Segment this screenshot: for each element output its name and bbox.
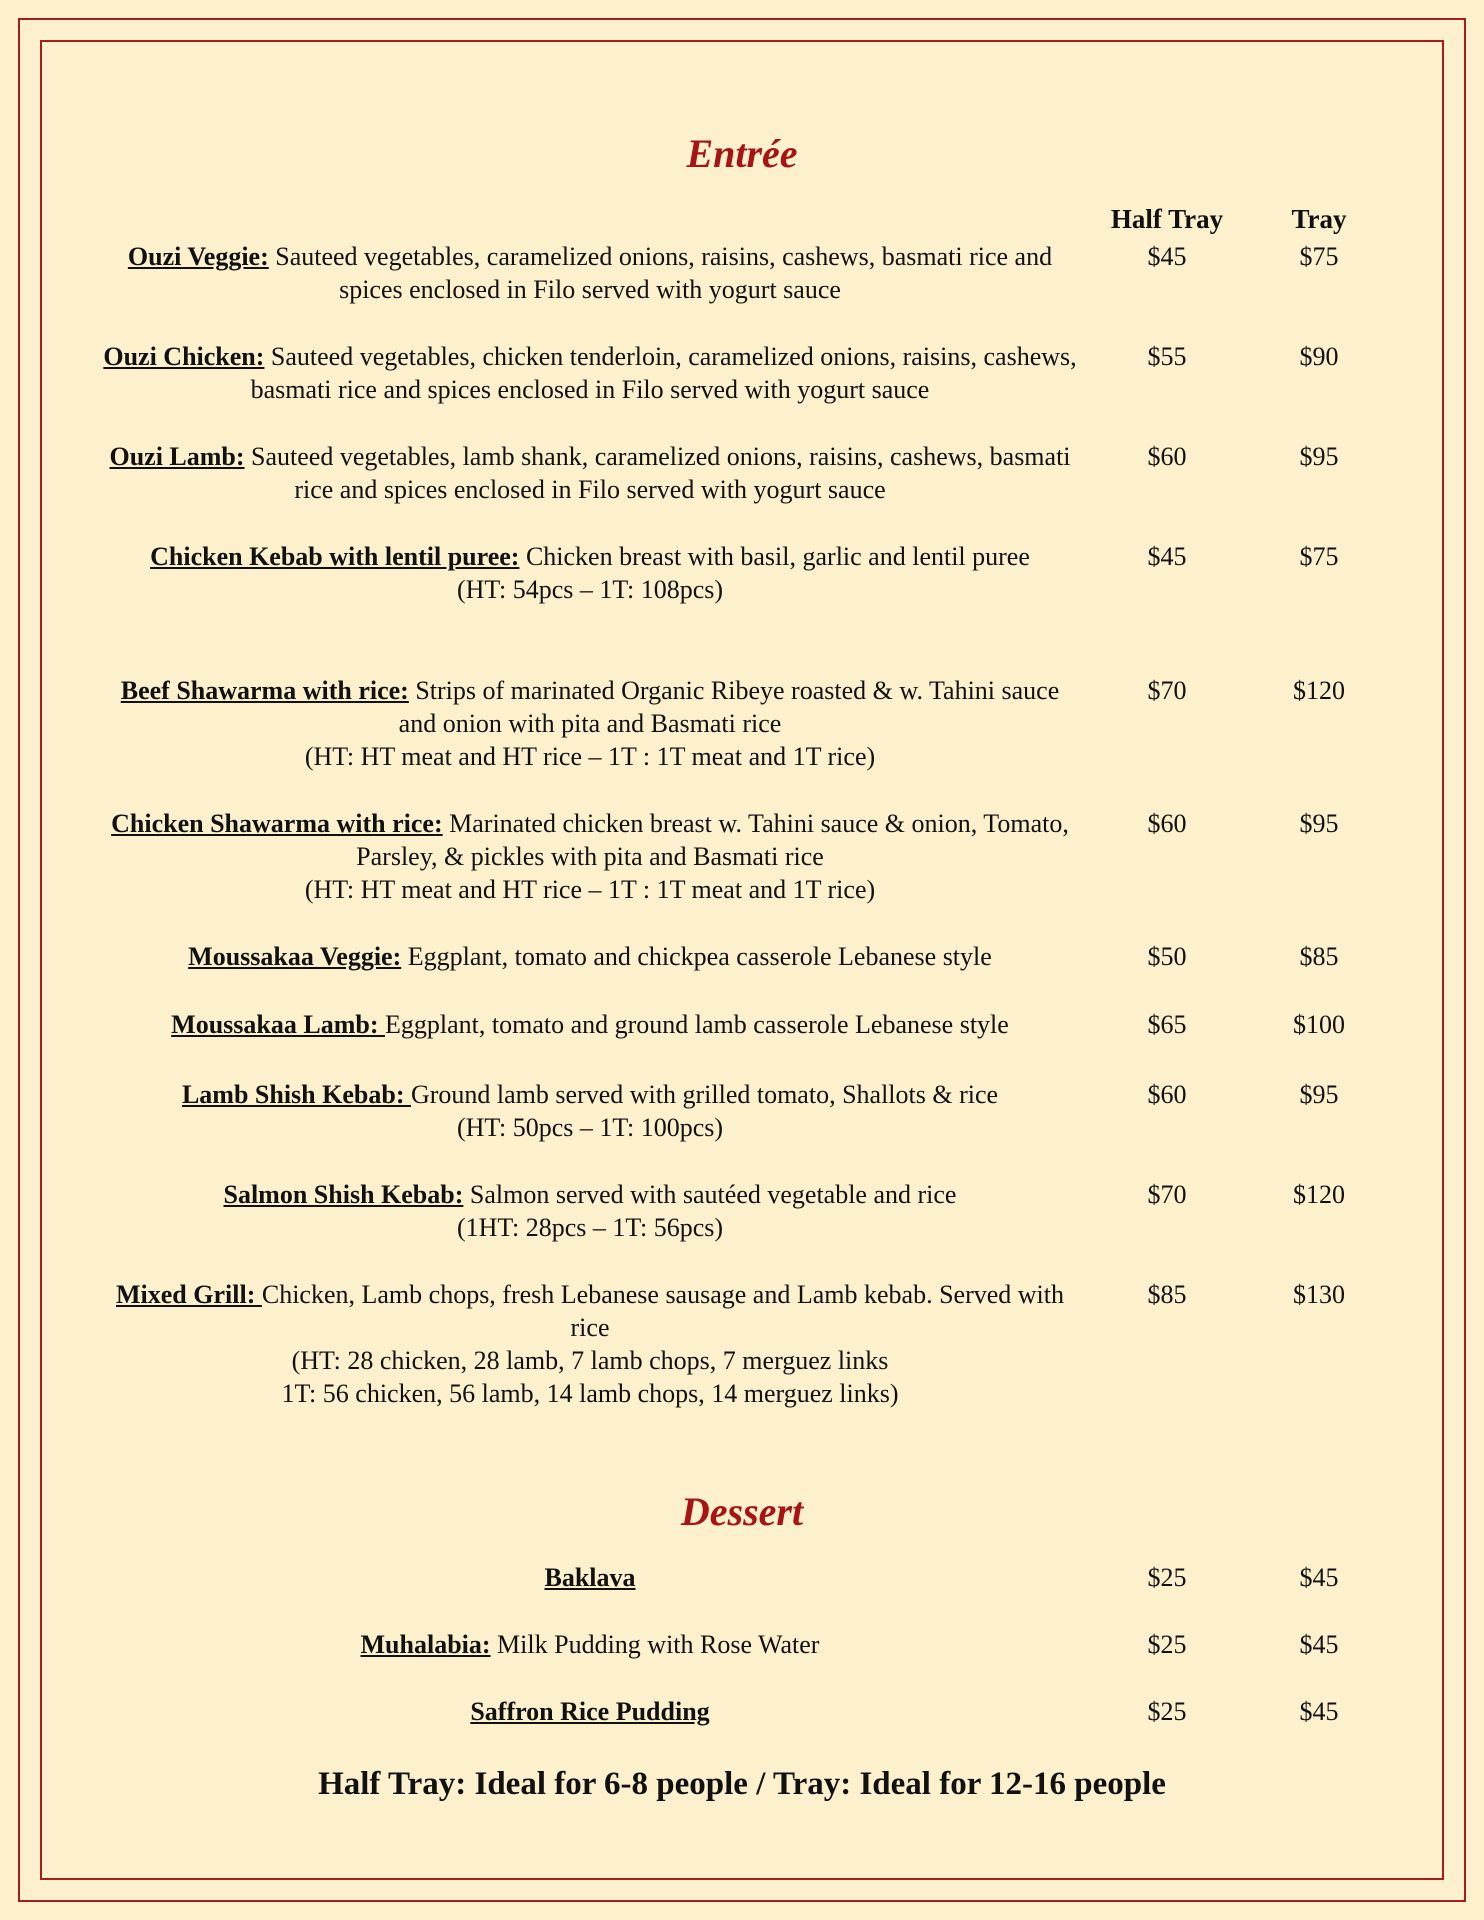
menu-item <box>100 1561 1080 1594</box>
price-tray: $45 <box>1299 1697 1339 1726</box>
price-tray: $75 <box>1299 542 1339 571</box>
item-description: Sauteed vegetables, chicken tenderloin, caramelized onions, raisins, cashews, basmati rice and spices enclosed in Filo served with yogurt sauce <box>250 342 1077 404</box>
price-tray: $95 <box>1299 442 1339 471</box>
menu-item <box>100 807 1080 906</box>
price-tray: $75 <box>1299 242 1339 271</box>
menu-item <box>100 674 1080 773</box>
menu-item <box>100 1178 1080 1244</box>
item-name: Ouzi Lamb: <box>109 442 245 471</box>
item-description: Sauteed vegetables, lamb shank, caramelized onions, raisins, cashews, basmati rice and spices enclosed in Filo served with yogurt sauce <box>244 442 1071 504</box>
item-portion-note: 1T: 56 chicken, 56 lamb, 14 lamb chops, 14 merguez links) <box>281 1379 899 1408</box>
price-tray: $90 <box>1299 342 1339 371</box>
item-portion-note: (HT: HT meat and HT rice – 1T : 1T meat and 1T rice) <box>304 875 876 904</box>
price-half-tray: $25 <box>1147 1563 1187 1592</box>
item-portion-note: (1HT: 28pcs – 1T: 56pcs) <box>456 1213 724 1242</box>
item-name: Muhalabia: <box>360 1630 491 1659</box>
item-description: Chicken breast with basil, garlic and lentil puree <box>519 542 1030 571</box>
price-tray: $85 <box>1299 942 1339 971</box>
column-header-tray: Tray <box>1291 204 1347 234</box>
item-name: Mixed Grill: <box>116 1280 262 1309</box>
price-half-tray: $55 <box>1147 342 1187 371</box>
price-tray: $120 <box>1293 1180 1345 1209</box>
menu-item <box>100 1278 1080 1410</box>
item-name: Salmon Shish Kebab: <box>223 1180 464 1209</box>
price-tray: $95 <box>1299 809 1339 838</box>
price-tray: $95 <box>1299 1080 1339 1109</box>
menu-item <box>100 1628 1080 1661</box>
price-tray: $130 <box>1293 1280 1345 1309</box>
price-half-tray: $70 <box>1147 1180 1187 1209</box>
menu-item <box>100 940 1080 973</box>
price-half-tray: $60 <box>1147 442 1187 471</box>
item-name: Chicken Kebab with lentil puree: <box>150 542 520 571</box>
menu-item <box>100 440 1080 506</box>
item-name: Beef Shawarma with rice: <box>120 676 409 705</box>
price-tray: $100 <box>1293 1010 1345 1039</box>
price-half-tray: $60 <box>1147 1080 1187 1109</box>
serving-size-note: Half Tray: Ideal for 6-8 people / Tray: Ideal for 12-16 people <box>318 1766 1166 1802</box>
item-description: Chicken, Lamb chops, fresh Lebanese sausage and Lamb kebab. Served with rice <box>261 1280 1064 1342</box>
menu-item <box>100 1078 1080 1144</box>
item-name: Moussakaa Lamb: <box>171 1010 385 1039</box>
price-half-tray: $70 <box>1147 676 1187 705</box>
price-tray: $120 <box>1293 676 1345 705</box>
price-half-tray: $85 <box>1147 1280 1187 1309</box>
item-name: Saffron Rice Pudding <box>470 1697 710 1726</box>
menu-item <box>100 340 1080 406</box>
price-tray: $45 <box>1299 1563 1339 1592</box>
item-description: Salmon served with sautéed vegetable and rice <box>463 1180 957 1209</box>
item-description: Eggplant, tomato and chickpea casserole Lebanese style <box>401 942 992 971</box>
item-name: Ouzi Veggie: <box>127 242 269 271</box>
item-portion-note: (HT: 50pcs – 1T: 100pcs) <box>456 1113 724 1142</box>
item-description: Sauteed vegetables, caramelized onions, raisins, cashews, basmati rice and spices enclosed in Filo served with yogurt sauce <box>268 242 1053 304</box>
item-description: Ground lamb served with grilled tomato, Shallots & rice <box>410 1080 999 1109</box>
column-header-half-tray: Half Tray <box>1110 204 1224 234</box>
price-half-tray: $25 <box>1147 1697 1187 1726</box>
price-half-tray: $60 <box>1147 809 1187 838</box>
dessert-title: Dessert <box>680 1489 804 1534</box>
item-portion-note: (HT: 28 chicken, 28 lamb, 7 lamb chops, 7 merguez links <box>291 1346 889 1375</box>
item-name: Moussakaa Veggie: <box>188 942 402 971</box>
item-name: Lamb Shish Kebab: <box>181 1080 411 1109</box>
price-half-tray: $25 <box>1147 1630 1187 1659</box>
item-portion-note: (HT: 54pcs – 1T: 108pcs) <box>456 575 724 604</box>
item-description: Marinated chicken breast w. Tahini sauce & onion, Tomato, Parsley, & pickles with pita and Basmati rice <box>356 809 1069 871</box>
item-portion-note: (HT: HT meat and HT rice – 1T : 1T meat and 1T rice) <box>304 742 876 771</box>
price-tray: $45 <box>1299 1630 1339 1659</box>
menu-item <box>100 240 1080 306</box>
price-half-tray: $45 <box>1147 242 1187 271</box>
menu-item <box>100 1008 1080 1041</box>
item-name: Ouzi Chicken: <box>103 342 265 371</box>
menu-item <box>100 1695 1080 1728</box>
menu-item <box>100 540 1080 606</box>
price-half-tray: $45 <box>1147 542 1187 571</box>
entree-title: Entrée <box>686 131 798 176</box>
price-half-tray: $50 <box>1147 942 1187 971</box>
price-half-tray: $65 <box>1147 1010 1187 1039</box>
item-description: Strips of marinated Organic Ribeye roasted & w. Tahini sauce and onion with pita and Basmati rice <box>398 676 1060 738</box>
item-description: Milk Pudding with Rose Water <box>490 1630 820 1659</box>
item-name: Chicken Shawarma with rice: <box>111 809 443 838</box>
item-description: Eggplant, tomato and ground lamb casserole Lebanese style <box>385 1010 1009 1039</box>
item-name: Baklava <box>544 1563 636 1592</box>
